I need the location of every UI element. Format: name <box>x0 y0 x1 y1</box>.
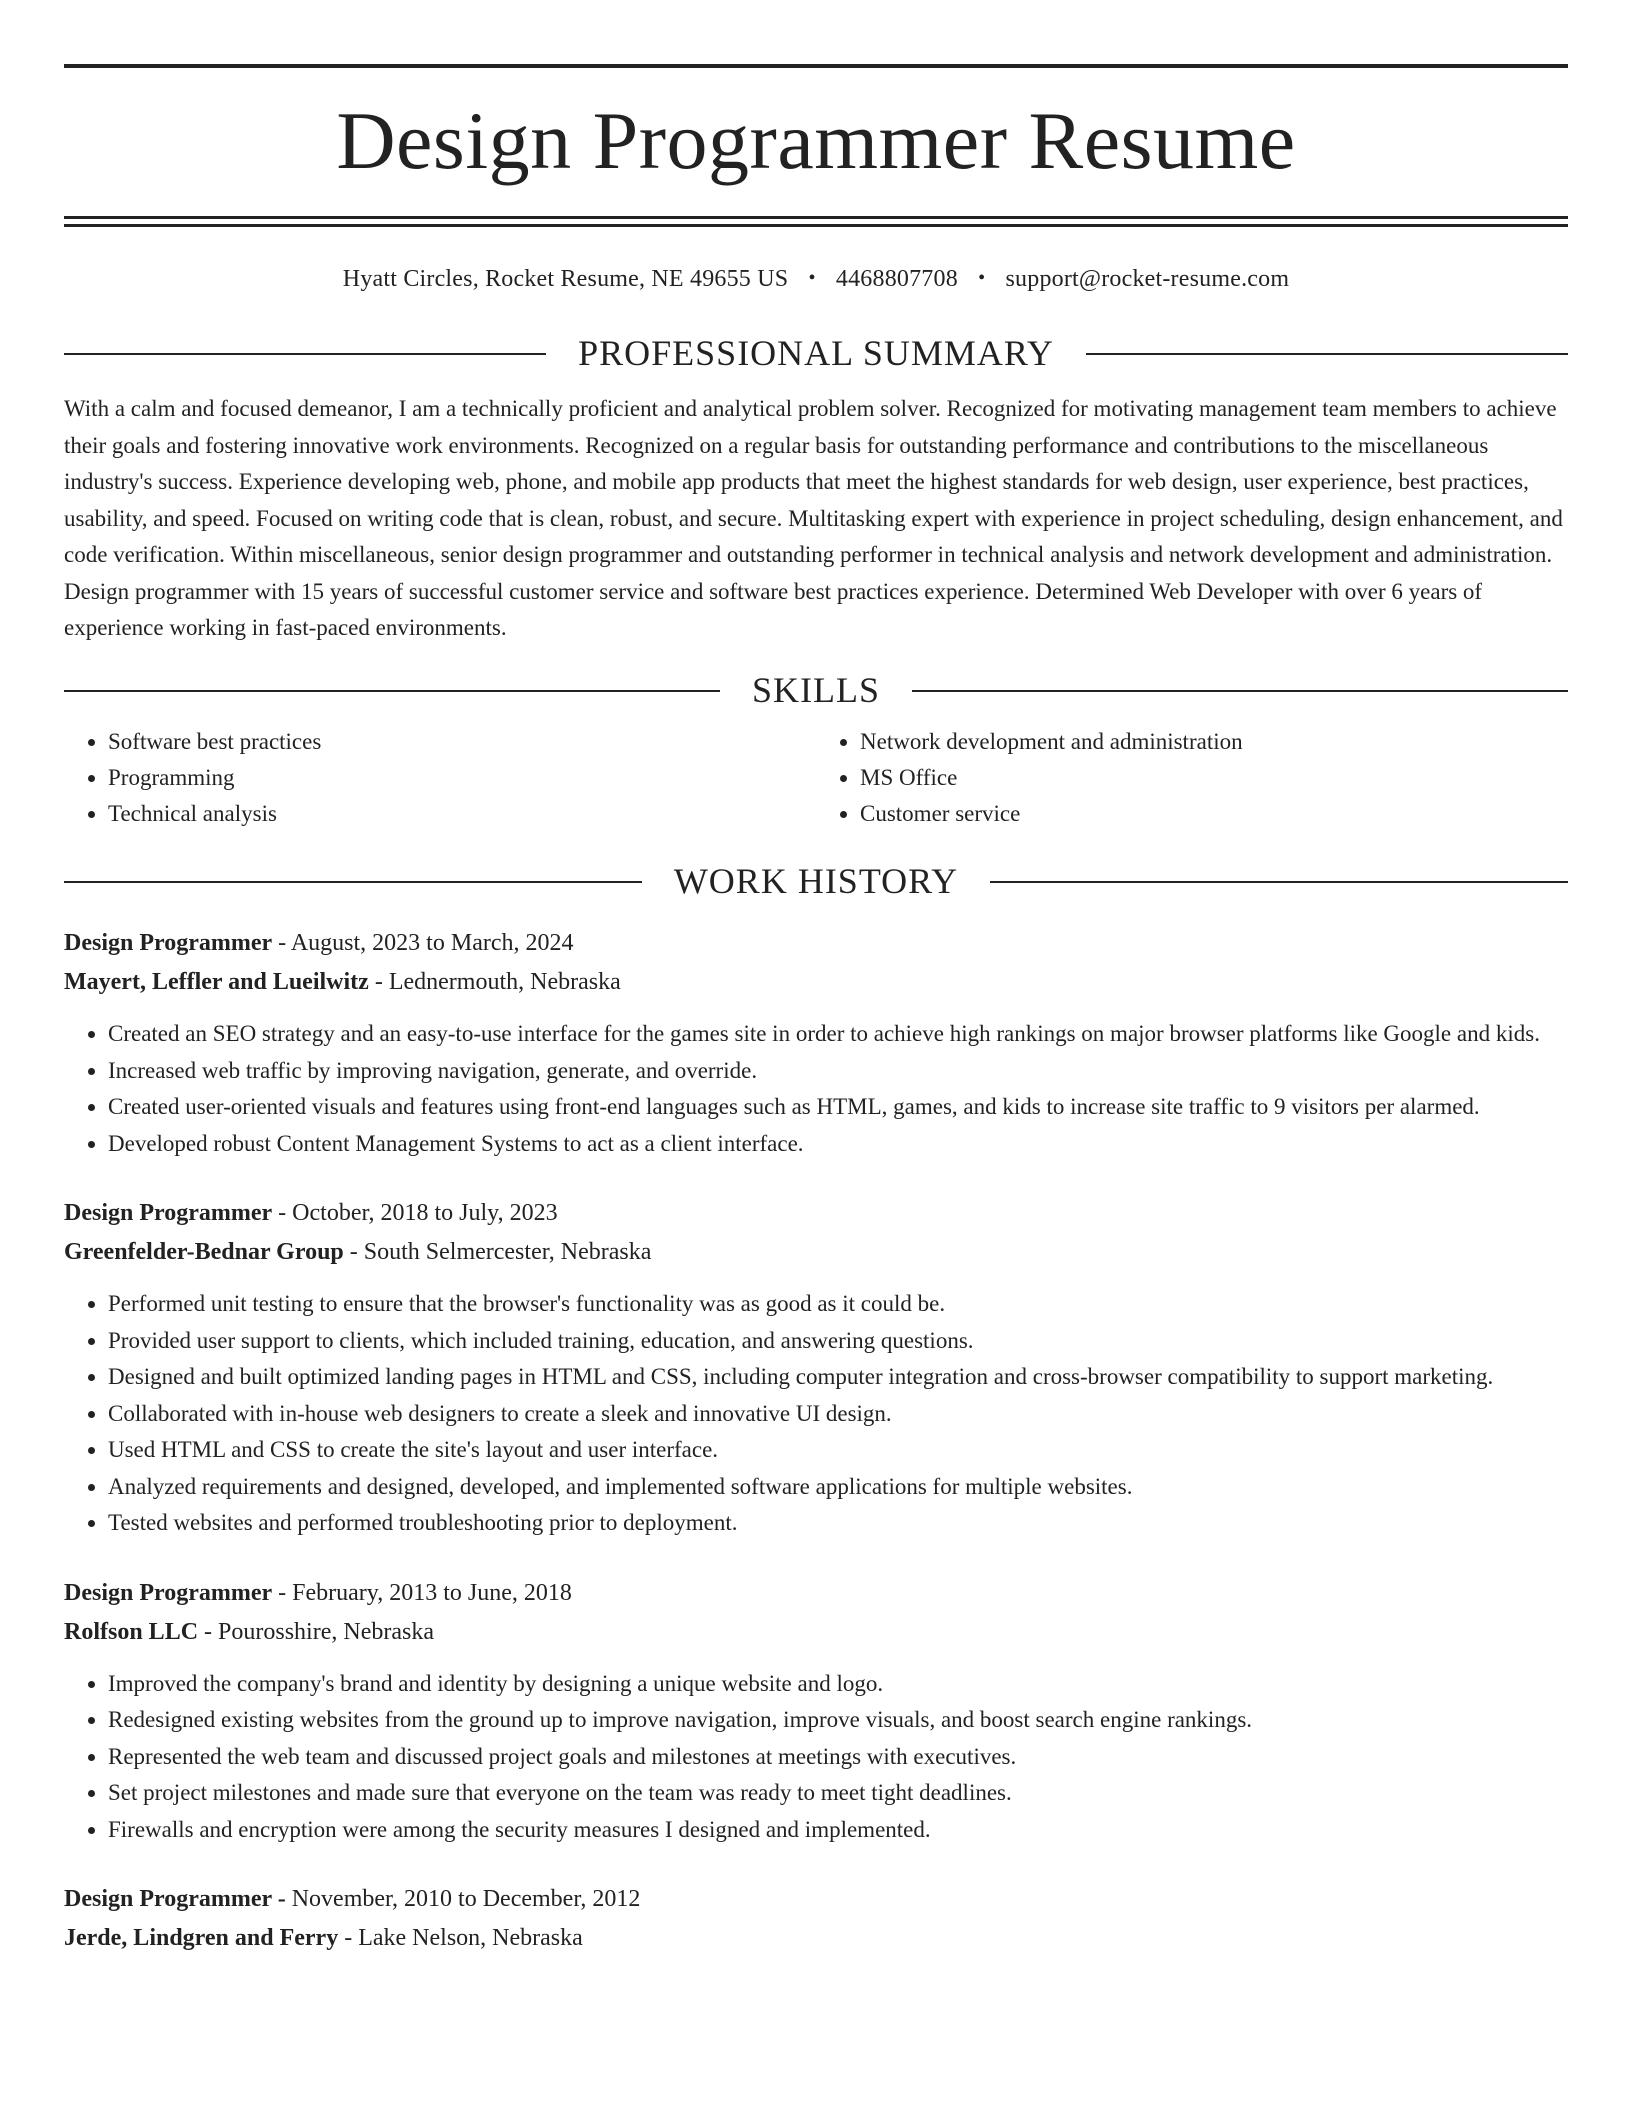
job-entry <box>64 924 1568 1162</box>
job-role: Design Programmer <box>64 930 273 957</box>
contact-separator: • <box>978 267 986 289</box>
job-dates: - August, 2023 to March, 2024 <box>272 930 574 957</box>
contact-phone: 4468807708 <box>835 266 958 292</box>
summary-title: PROFESSIONAL SUMMARY <box>578 332 1054 373</box>
resume-title: Design Programmer Resume <box>336 95 1296 186</box>
job-entry <box>64 1880 1568 1958</box>
heading-rule-right <box>912 690 1568 692</box>
job-bullet: • Redesigned existing websites from the ground up to improve navigation, improve visuals, and boost search engine rankings. <box>108 1702 1568 1739</box>
summary-text: With a calm and focused demeanor, I am a technically proficient and analytical problem solver. Recognized for motivating management team members to achieve their goals and fostering innovative work environments. Recognized on a regular basis for outstanding performance and contributions to the miscellaneous industry's success. Experience developing web, phone, and mobile app products that meet the highest standards for web design, user experience, best practices, usability, and speed. Focused on writing code that is clean, robust, and secure. Multitasking expert with experience in project scheduling, design enhancement, and code verification. Within miscellaneous, senior design programmer and outstanding performer in technical analysis and network development and administration. Design programmer with 15 years of successful customer service and software best practices experience. Determined Web Developer with over 6 years of experience working in fast-paced environments. <box>64 396 1563 641</box>
work-title: WORK HISTORY <box>673 861 959 902</box>
job-role-line <box>64 1880 1568 1919</box>
job-role: Design Programmer - <box>64 1886 286 1913</box>
job-company-line <box>64 1919 1568 1958</box>
job-location: - Lednermouth, Nebraska <box>368 969 621 996</box>
job-company: Jerde, Lindgren and Ferry <box>64 1925 339 1952</box>
job-bullet: • Improved the company's brand and identity by designing a unique website and logo. <box>108 1666 1568 1703</box>
contact-separator: • <box>808 267 816 289</box>
job-role-line <box>64 924 1568 963</box>
job-role-line <box>64 1574 1568 1613</box>
job-dates: - February, 2013 to June, 2018 <box>272 1579 572 1606</box>
skill-item: • MS Office <box>860 760 1568 796</box>
summary-heading <box>64 334 1568 374</box>
job-entry <box>64 1574 1568 1849</box>
job-bullets <box>64 1016 1568 1162</box>
job-bullets <box>64 1286 1568 1542</box>
job-location: - Pourosshire, Nebraska <box>198 1618 434 1645</box>
top-rule <box>64 64 1568 68</box>
skills-heading <box>64 671 1568 711</box>
job-location: - South Selmercester, Nebraska <box>343 1239 652 1266</box>
job-company-line <box>64 963 1568 1002</box>
job-dates: - October, 2018 to July, 2023 <box>272 1200 558 1227</box>
job-company: Mayert, Leffler and Lueilwitz <box>64 969 369 996</box>
job-bullet: • Designed and built optimized landing pages in HTML and CSS, including computer integration and cross-browser compatibility to support marketing. <box>108 1359 1568 1396</box>
skill-item: • Customer service <box>860 796 1568 832</box>
heading-rule-right <box>990 881 1568 883</box>
job-bullet: • Created an SEO strategy and an easy-to-use interface for the games site in order to achieve high rankings on major browser platforms like Google and kids. <box>108 1016 1568 1053</box>
skills-list <box>64 724 1568 832</box>
skill-item: • Network development and administration <box>860 724 1568 760</box>
job-entry <box>64 1194 1568 1542</box>
skill-item: • Programming <box>108 760 816 796</box>
job-company: Rolfson LLC <box>64 1618 199 1645</box>
heading-rule-left <box>64 690 720 692</box>
job-bullet: • Analyzed requirements and designed, developed, and implemented software applications for multiple websites. <box>108 1469 1568 1506</box>
double-rule <box>64 216 1568 227</box>
skills-title: SKILLS <box>752 669 881 710</box>
job-bullet: • Developed robust Content Management Systems to act as a client interface. <box>108 1126 1568 1163</box>
contact-line <box>64 265 1568 294</box>
job-bullet: • Used HTML and CSS to create the site's layout and user interface. <box>108 1432 1568 1469</box>
work-heading <box>64 862 1568 902</box>
job-company-line <box>64 1233 1568 1272</box>
contact-email: support@rocket-resume.com <box>1005 266 1290 292</box>
heading-rule-right <box>1086 353 1568 355</box>
job-bullet: • Increased web traffic by improving navigation, generate, and override. <box>108 1053 1568 1090</box>
job-bullet: • Created user-oriented visuals and features using front-end languages such as HTML, games, and kids to increase site traffic to 9 visitors per alarmed. <box>108 1089 1568 1126</box>
skill-item: • Technical analysis <box>108 796 816 832</box>
job-role-line <box>64 1194 1568 1233</box>
job-bullet: • Provided user support to clients, which included training, education, and answering questions. <box>108 1323 1568 1360</box>
job-bullet: • Collaborated with in-house web designers to create a sleek and innovative UI design. <box>108 1396 1568 1433</box>
skill-item: • Software best practices <box>108 724 816 760</box>
contact-address: Hyatt Circles, Rocket Resume, NE 49655 US <box>342 266 789 292</box>
job-location: - Lake Nelson, Nebraska <box>338 1925 583 1952</box>
job-bullet: • Performed unit testing to ensure that the browser's functionality was as good as it could be. <box>108 1286 1568 1323</box>
job-role: Design Programmer <box>64 1579 273 1606</box>
job-bullet: • Tested websites and performed troubleshooting prior to deployment. <box>108 1505 1568 1542</box>
job-company-line <box>64 1613 1568 1652</box>
job-company: Greenfelder-Bednar Group <box>64 1239 344 1266</box>
skills-column-right <box>816 724 1568 832</box>
heading-rule-left <box>64 353 546 355</box>
job-bullet: • Set project milestones and made sure that everyone on the team was ready to meet tight deadlines. <box>108 1775 1568 1812</box>
job-bullets <box>64 1666 1568 1849</box>
skills-column-left <box>64 724 816 832</box>
job-dates: November, 2010 to December, 2012 <box>285 1886 641 1913</box>
job-role: Design Programmer <box>64 1200 273 1227</box>
job-bullet: • Firewalls and encryption were among the security measures I designed and implemented. <box>108 1812 1568 1849</box>
heading-rule-left <box>64 881 642 883</box>
job-bullet: • Represented the web team and discussed project goals and milestones at meetings with executives. <box>108 1739 1568 1776</box>
